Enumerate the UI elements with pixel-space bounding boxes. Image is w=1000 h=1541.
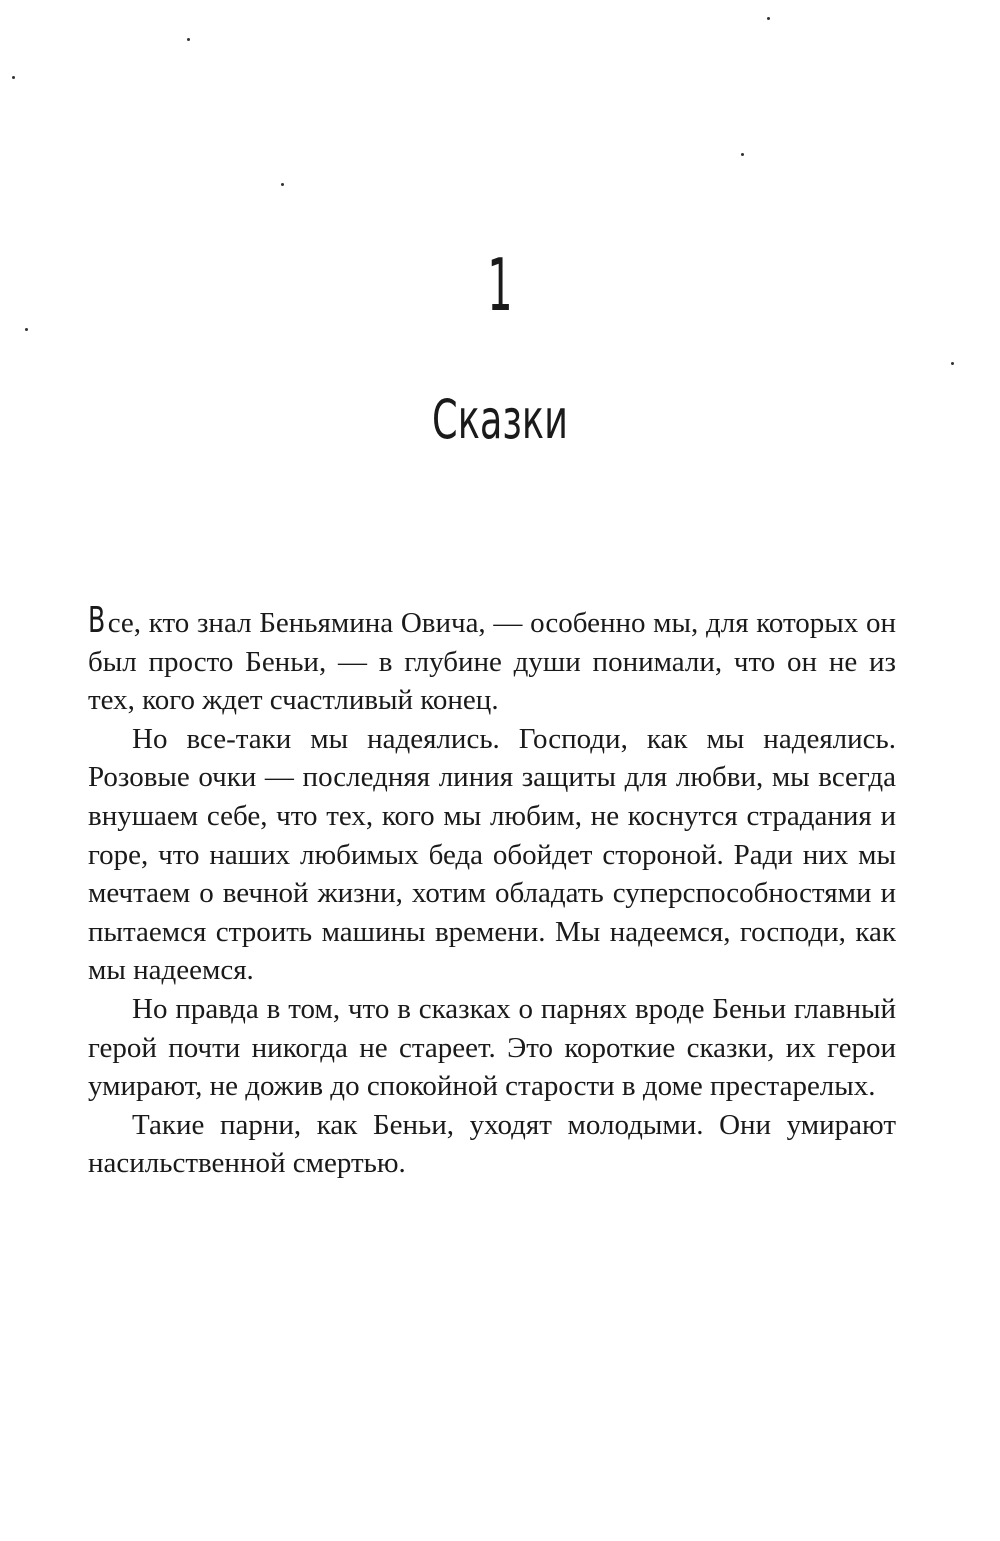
scan-speck (25, 328, 28, 331)
scan-speck (281, 183, 284, 186)
drop-cap: В (88, 600, 106, 641)
paragraph: Такие парни, как Беньи, уходят молодыми. Они умирают насильственной смертью. (88, 1108, 896, 1180)
scan-speck (187, 38, 190, 41)
paragraph: Но все-таки мы надеялись. Господи, как мы надеялись. Розовые очки — последняя линия защиты для любви, мы всегда внушаем себе, что тех, кого мы любим, не коснутся страдания и горе, что наших любимых беда обойдет стороной. Ради них мы мечтаем о вечной жизни, хотим обладать суперспособностями и пытаемся строить машины времени. Мы надеемся, господи, как мы надеемся. (88, 722, 896, 987)
paragraph (88, 602, 896, 720)
paragraph: Но правда в том, что в сказках о парнях вроде Беньи главный герой почти никогда не стареет. Это короткие сказки, их герои умирают, не дожив до спокойной старости в доме престарелых. (88, 992, 896, 1103)
paragraph-text: се, кто знал Беньямина Овича, — особенно мы, для которых он был просто Беньи, — в глубине души понимали, что он не из тех, кого ждет счастливый конец. (88, 607, 896, 717)
scan-speck (951, 362, 954, 365)
chapter-number: 1 (487, 243, 513, 327)
chapter-body (88, 602, 896, 1183)
scan-speck (12, 76, 15, 79)
chapter-title: Сказки (432, 388, 568, 451)
scan-speck (741, 153, 744, 156)
scan-speck (767, 17, 770, 20)
